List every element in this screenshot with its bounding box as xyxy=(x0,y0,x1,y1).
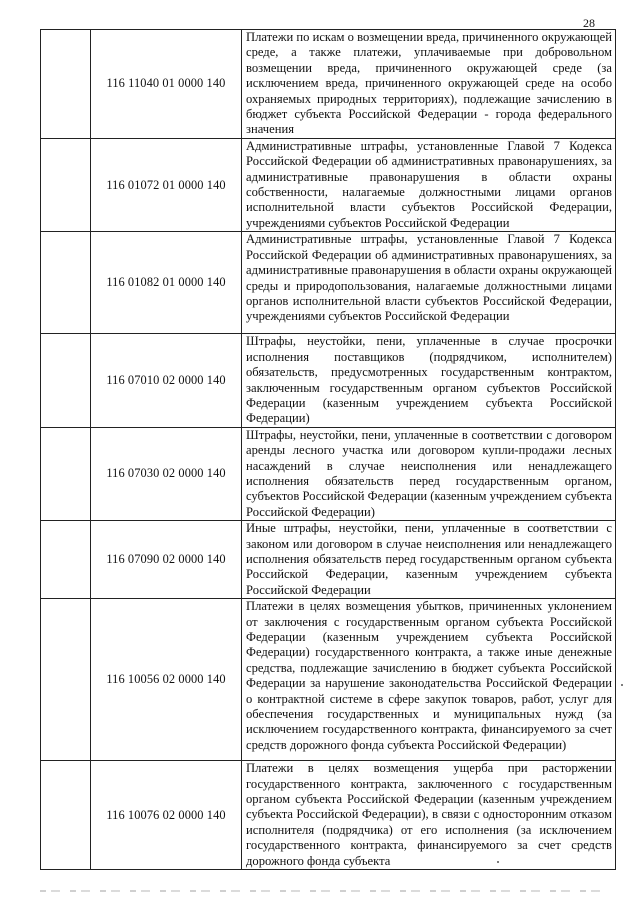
blank-cell xyxy=(41,427,91,520)
income-code: 116 01072 01 0000 140 xyxy=(91,138,242,231)
income-description: Платежи в целях возмещения убытков, причиненных уклонением от заключения с государственным органом субъекта Российской Федерации (казенным учреждением субъекта Российской Федерации) государственного контракта, а также иные денежные средства, подлежащие зачислению в бюджет субъекта Российской Федерации за нарушение законодательства Российской Федерации о контрактной системе в сфере закупок товаров, работ, услуг для обеспечения государственных и муниципальных нужд (за исключением государственного контракта, финансируемого за счет средств дорожного фонда субъекта Российской Федерации) xyxy=(242,599,616,761)
table-row xyxy=(41,232,616,334)
blank-cell xyxy=(41,30,91,139)
scan-speck xyxy=(621,684,623,686)
blank-cell xyxy=(41,138,91,231)
table-row xyxy=(41,761,616,870)
blank-cell xyxy=(41,334,91,427)
blank-cell xyxy=(41,599,91,761)
page-number: 28 xyxy=(583,16,595,30)
table-row xyxy=(41,427,616,520)
income-code: 116 10056 02 0000 140 xyxy=(91,599,242,761)
income-code: 116 07010 02 0000 140 xyxy=(91,334,242,427)
blank-cell xyxy=(41,232,91,334)
income-description: Платежи в целях возмещения ущерба при расторжении государственного контракта, заключенного с государственным органом субъекта Российской Федерации (казенным учреждением субъекта Российской Федерации), в связи с односторонним отказом исполнителя (подрядчика) от его исполнения (за исключением государственного контракта, финансируемого за счет средств дорожного фонда субъекта xyxy=(242,761,616,870)
income-description: Штрафы, неустойки, пени, уплаченные в случае просрочки исполнения поставщиков (подрядчиком, исполнителем) обязательств, предусмотренных государственным контрактом, заключенным государственным органом субъектов Российской Федерации (казенным учреждением субъекта Российской Федерации) xyxy=(242,334,616,427)
income-description: Штрафы, неустойки, пени, уплаченные в соответствии с договором аренды лесного участка или договором купли-продажи лесных насаждений в случае неисполнения или ненадлежащего исполнения обязательств перед государственным органом, субъектов Российской Федерации (казенным учреждением субъекта Российской Федерации) xyxy=(242,427,616,520)
income-description: Платежи по искам о возмещении вреда, причиненного окружающей среде, а также платежи, уплачиваемые при добровольном возмещении вреда, причиненного окружающей среде (за исключением вреда, причиненного окружающей среде на особо охраняемых природных территориях), подлежащие зачислению в бюджет субъекта Российской Федерации - города федерального значения xyxy=(242,30,616,139)
income-code: 116 07030 02 0000 140 xyxy=(91,427,242,520)
income-code: 116 11040 01 0000 140 xyxy=(91,30,242,139)
table-row xyxy=(41,138,616,231)
income-code: 116 07090 02 0000 140 xyxy=(91,521,242,599)
table-row xyxy=(41,334,616,427)
table-row xyxy=(41,30,616,139)
blank-cell xyxy=(41,761,91,870)
income-code: 116 10076 02 0000 140 xyxy=(91,761,242,870)
income-code: 116 01082 01 0000 140 xyxy=(91,232,242,334)
income-description: Административные штрафы, установленные Главой 7 Кодекса Российской Федерации об административных правонарушениях, за административные правонарушения в области охраны собственности, налагаемые должностными лицами органов исполнительной власти субъектов Российской Федерации, учреждениями субъектов Российской Федерации xyxy=(242,138,616,231)
budget-classification-table xyxy=(40,29,616,870)
scan-speck xyxy=(497,861,499,863)
table-row xyxy=(41,521,616,599)
income-description: Иные штрафы, неустойки, пени, уплаченные в соответствии с законом или договором в случае неисполнения или ненадлежащего исполнения обязательств перед государственным органом субъекта Российской Федерации, казенным учреждением субъекта Российской Федерации xyxy=(242,521,616,599)
table-row xyxy=(41,599,616,761)
blank-cell xyxy=(41,521,91,599)
income-description: Административные штрафы, установленные Главой 7 Кодекса Российской Федерации об административных правонарушениях, за административные правонарушения в области охраны окружающей среды и природопользования, налагаемые должностными лицами органов исполнительной власти субъектов Российской Федерации, учреждениями субъектов Российской Федерации xyxy=(242,232,616,334)
scan-edge-noise xyxy=(40,890,600,892)
